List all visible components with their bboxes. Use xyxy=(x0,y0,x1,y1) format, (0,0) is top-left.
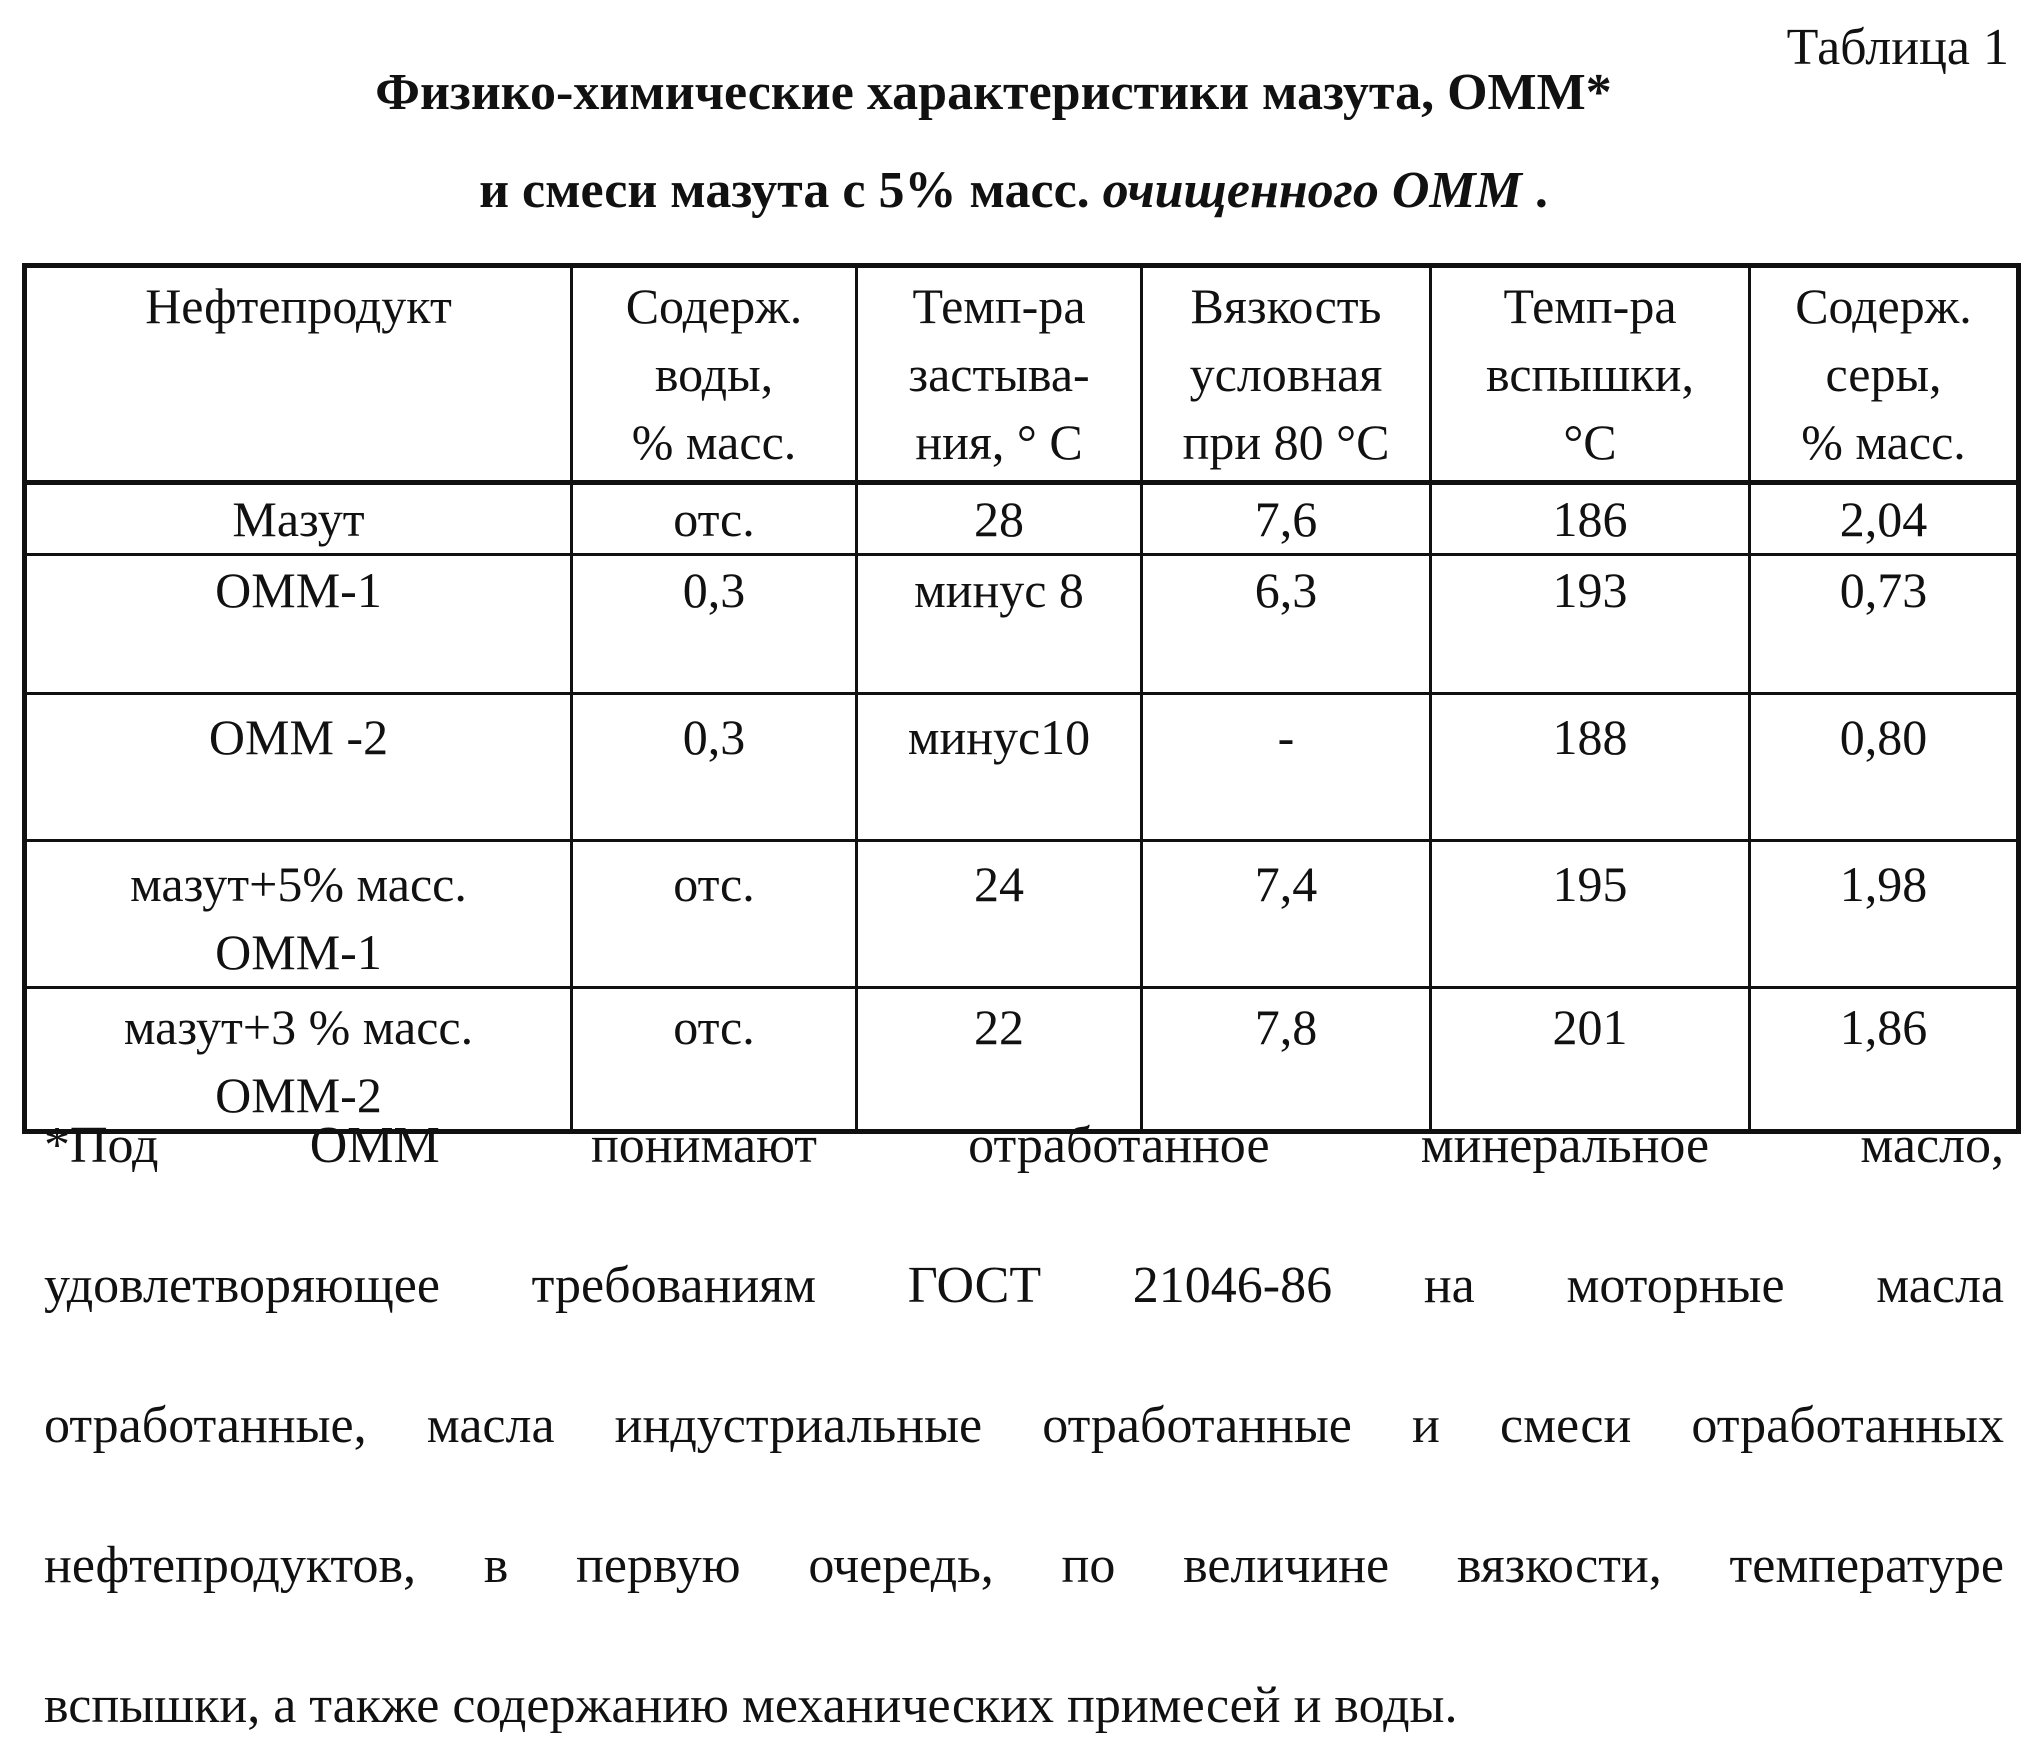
footnote-line-2: удовлетворяющее требованиям ГОСТ 21046-86 на моторные масла xyxy=(44,1257,2004,1314)
title-line-2-suffix: . xyxy=(1521,162,1548,219)
cell-product: ОММ -2 xyxy=(25,694,572,841)
table-row xyxy=(25,483,2019,555)
header-pour-line-1: Темп-ра xyxy=(912,278,1086,334)
cell-viscosity: 7,8 xyxy=(1142,988,1431,1132)
table-row xyxy=(25,694,2019,841)
footnote-line-3: отработанные, масла индустриальные отработанные и смеси отработанных xyxy=(44,1397,2004,1454)
header-flash-line-2: вспышки, xyxy=(1486,346,1694,402)
cell-pour-point: минус 8 xyxy=(857,555,1142,694)
header-sulfur-line-2: серы, xyxy=(1825,346,1942,402)
properties-table xyxy=(22,263,2021,1134)
cell-water: 0,3 xyxy=(572,555,857,694)
header-product xyxy=(25,266,572,483)
cell-pour-point: 22 xyxy=(857,988,1142,1132)
cell-product-line-1: мазут+3 % масс. xyxy=(123,999,474,1055)
header-sulfur xyxy=(1750,266,2019,483)
header-water-line-2: воды, xyxy=(654,346,774,402)
cell-viscosity: 6,3 xyxy=(1142,555,1431,694)
cell-product xyxy=(25,841,572,988)
cell-flash-point: 188 xyxy=(1431,694,1750,841)
cell-viscosity: 7,6 xyxy=(1142,483,1431,555)
cell-pour-point: минус10 xyxy=(857,694,1142,841)
cell-product: Мазут xyxy=(25,483,572,555)
table-title-line-1: Физико-химические характеристики мазута, ОММ* xyxy=(375,64,1612,121)
table-row xyxy=(25,555,2019,694)
footnote-line-4: нефтепродуктов, в первую очередь, по величине вязкости, температуре xyxy=(44,1537,2004,1594)
cell-water: 0,3 xyxy=(572,694,857,841)
table-header-row xyxy=(25,266,2019,483)
header-pour-point xyxy=(857,266,1142,483)
cell-product-line-2: ОММ-2 xyxy=(215,1067,382,1123)
cell-viscosity: 7,4 xyxy=(1142,841,1431,988)
header-water-line-1: Содерж. xyxy=(625,278,803,334)
cell-flash-point: 193 xyxy=(1431,555,1750,694)
cell-flash-point: 201 xyxy=(1431,988,1750,1132)
cell-pour-point: 28 xyxy=(857,483,1142,555)
cell-sulfur: 1,86 xyxy=(1750,988,2019,1132)
cell-water: отс. xyxy=(572,988,857,1132)
cell-sulfur: 0,80 xyxy=(1750,694,2019,841)
title-line-2-italic: очищенного ОММ xyxy=(1102,162,1522,219)
header-flash-line-3: °С xyxy=(1563,414,1617,470)
header-water-line-3: % масс. xyxy=(631,414,797,470)
cell-flash-point: 195 xyxy=(1431,841,1750,988)
footnote-line-1: *Под ОММ понимают отработанное минеральное масло, xyxy=(44,1117,2004,1174)
header-sulfur-line-1: Содерж. xyxy=(1795,278,1972,334)
header-viscosity-line-3: при 80 °С xyxy=(1182,414,1390,470)
header-water xyxy=(572,266,857,483)
cell-pour-point: 24 xyxy=(857,841,1142,988)
cell-viscosity: - xyxy=(1142,694,1431,841)
header-pour-line-2: застыва- xyxy=(908,346,1090,402)
header-viscosity-line-2: условная xyxy=(1189,346,1383,402)
header-viscosity-line-1: Вязкость xyxy=(1190,278,1382,334)
header-flash-line-1: Темп-ра xyxy=(1503,278,1677,334)
cell-product-line-1: мазут+5% масс. xyxy=(130,856,467,912)
cell-product-line-2: ОММ-1 xyxy=(215,924,382,980)
table-row xyxy=(25,841,2019,988)
cell-sulfur: 1,98 xyxy=(1750,841,2019,988)
table-number: Таблица 1 xyxy=(1786,19,2009,76)
cell-water: отс. xyxy=(572,483,857,555)
cell-product: ОММ-1 xyxy=(25,555,572,694)
title-line-2-prefix: и смеси мазута с 5% масс. xyxy=(479,162,1103,219)
cell-product xyxy=(25,988,572,1132)
cell-sulfur: 0,73 xyxy=(1750,555,2019,694)
cell-water: отс. xyxy=(572,841,857,988)
footnote-line-5: вспышки, а также содержанию механических примесей и воды. xyxy=(44,1677,1458,1734)
cell-flash-point: 186 xyxy=(1431,483,1750,555)
header-sulfur-line-3: % масс. xyxy=(1801,414,1966,470)
header-product-line-1: Нефтепродукт xyxy=(145,278,452,334)
table-row xyxy=(25,988,2019,1132)
table-title-line-2 xyxy=(0,160,2027,222)
header-flash-point xyxy=(1431,266,1750,483)
cell-sulfur: 2,04 xyxy=(1750,483,2019,555)
header-pour-line-3: ния, ° С xyxy=(915,414,1083,470)
header-viscosity xyxy=(1142,266,1431,483)
